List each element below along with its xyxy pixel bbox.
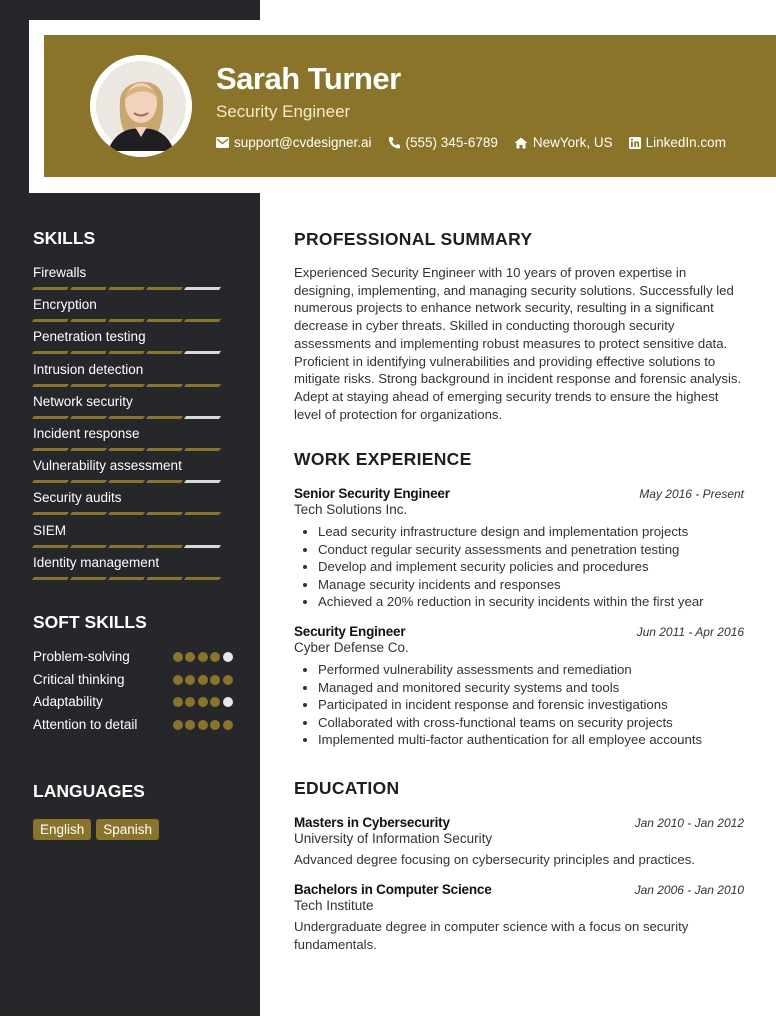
soft-skill-name: Problem-solving [33, 649, 130, 664]
job-bullet: • Develop and implement security policies and procedures [318, 558, 744, 576]
home-icon [514, 137, 528, 149]
skill-level-segment [70, 384, 107, 387]
skill-level-segment [32, 512, 69, 515]
skill-level-segment [146, 512, 183, 515]
skill-level-segment [32, 577, 69, 580]
job-bullet: • Manage security incidents and responses [318, 576, 744, 594]
soft-skill-name: Attention to detail [33, 716, 138, 732]
skill-level-bar [33, 480, 228, 483]
rating-dot [210, 675, 220, 685]
education-degree: Bachelors in Computer Science [294, 882, 492, 897]
skill-name: Identity management [33, 554, 160, 570]
job-bullets [294, 661, 744, 749]
rating-dot [173, 675, 183, 685]
job-company: Tech Solutions Inc. [294, 502, 408, 517]
experience-heading: WORK EXPERIENCE [294, 449, 472, 469]
skill-level-segment [184, 351, 221, 354]
job-bullets [294, 523, 744, 611]
soft-skill-rating [170, 649, 233, 666]
skill-level-bar [33, 448, 228, 451]
skill-level-segment [146, 545, 183, 548]
skill-level-bar [33, 351, 228, 354]
skill-level-segment [70, 577, 107, 580]
rating-dot [173, 652, 183, 662]
skill-item [33, 522, 228, 554]
skill-name: Intrusion detection [33, 361, 144, 377]
skill-level-bar [33, 512, 228, 515]
soft-skill-rating [170, 672, 233, 689]
contact-phone[interactable] [388, 135, 498, 150]
rating-dot [185, 697, 195, 707]
skill-item [33, 489, 228, 521]
rating-dot [173, 697, 183, 707]
language-chip: Spanish [96, 819, 159, 840]
rating-dot [185, 720, 195, 730]
job-bullet: • Achieved a 20% reduction in security incidents within the first year [318, 593, 744, 611]
education-date: Jan 2006 - Jan 2010 [634, 883, 744, 897]
job-date: May 2016 - Present [639, 487, 744, 501]
skill-level-segment [146, 319, 183, 322]
skill-level-segment [108, 416, 145, 419]
skill-name: Encryption [33, 297, 97, 313]
soft-skill-name: Critical thinking [33, 671, 125, 687]
skill-level-segment [184, 545, 221, 548]
contact-linkedin-text: LinkedIn.com [645, 135, 726, 150]
skill-level-segment [70, 351, 107, 354]
soft-skill-rating [170, 717, 233, 734]
rating-dot [223, 675, 233, 685]
job-bullet: • Collaborated with cross-functional teams on security projects [318, 714, 744, 732]
contact-location [514, 135, 613, 150]
skill-level-segment [146, 287, 183, 290]
soft-skill-item [33, 672, 233, 689]
skill-level-segment [108, 577, 145, 580]
skill-item [33, 425, 228, 457]
skill-level-segment [32, 416, 69, 419]
skills-heading: SKILLS [33, 228, 96, 248]
skill-level-segment [70, 448, 107, 451]
skill-level-segment [108, 351, 145, 354]
skill-level-segment [32, 351, 69, 354]
education-entry [294, 882, 744, 953]
job-bullet: • Conduct regular security assessments and penetration testing [318, 541, 744, 559]
skill-level-segment [32, 319, 69, 322]
skill-level-bar [33, 416, 228, 419]
skill-level-segment [146, 384, 183, 387]
skill-name: Penetration testing [33, 329, 146, 345]
skill-level-segment [32, 287, 69, 290]
skill-level-segment [32, 448, 69, 451]
skill-level-segment [184, 287, 221, 290]
skill-level-segment [108, 480, 145, 483]
education-degree: Masters in Cybersecurity [294, 815, 450, 830]
candidate-title: Security Engineer [216, 102, 351, 121]
skill-level-segment [108, 287, 145, 290]
skill-item [33, 554, 228, 586]
skill-level-segment [32, 384, 69, 387]
languages-list [33, 819, 164, 840]
soft-skill-item [33, 717, 233, 734]
rating-dot [173, 720, 183, 730]
skill-level-bar [33, 577, 228, 580]
skill-name: SIEM [33, 522, 67, 538]
soft-skill-item [33, 694, 233, 711]
rating-dot [210, 697, 220, 707]
soft-skill-rating [170, 694, 233, 711]
skill-level-segment [108, 448, 145, 451]
skill-level-bar [33, 384, 228, 387]
job-bullet: • Performed vulnerability assessments and remediation [318, 661, 744, 679]
job-bullet: • Lead security infrastructure design and implementation projects [318, 523, 744, 541]
contact-row [216, 135, 742, 150]
contact-linkedin[interactable] [629, 135, 726, 150]
education-description: Advanced degree focusing on cybersecurity principles and practices. [294, 852, 695, 867]
soft-skills-list [33, 649, 233, 733]
skill-item [33, 393, 228, 425]
skill-level-segment [146, 351, 183, 354]
skill-level-segment [146, 448, 183, 451]
skills-list [33, 264, 228, 586]
skill-name: Firewalls [33, 265, 87, 280]
linkedin-icon [629, 137, 641, 149]
skill-level-segment [70, 480, 107, 483]
job-bullet: • Implemented multi-factor authentication for all employee accounts [318, 731, 744, 749]
education-entry [294, 815, 744, 869]
skill-name: Incident response [33, 425, 140, 441]
candidate-name: Sarah Turner [216, 61, 401, 96]
skill-level-segment [184, 512, 221, 515]
languages-heading: LANGUAGES [33, 781, 145, 801]
job-bullet: • Managed and monitored security systems and tools [318, 679, 744, 697]
skill-level-segment [184, 577, 221, 580]
rating-dot [223, 720, 233, 730]
skill-level-segment [70, 545, 107, 548]
skill-level-segment [70, 319, 107, 322]
skill-level-segment [70, 287, 107, 290]
job-date: Jun 2011 - Apr 2016 [636, 625, 744, 639]
job-bullet: • Participated in incident response and forensic investigations [318, 696, 744, 714]
rating-dot [210, 652, 220, 662]
skill-level-segment [70, 416, 107, 419]
contact-email-text: support@cvdesigner.ai [234, 135, 372, 150]
skill-level-segment [32, 545, 69, 548]
rating-dot [185, 675, 195, 685]
skill-level-segment [184, 448, 221, 451]
skill-level-segment [108, 512, 145, 515]
education-heading: EDUCATION [294, 778, 400, 798]
education-description: Undergraduate degree in computer science with a focus on security fundamentals. [294, 919, 689, 952]
skill-item [33, 264, 228, 296]
education-school: Tech Institute [294, 898, 374, 913]
rating-dot [198, 652, 208, 662]
skill-name: Security audits [33, 490, 122, 506]
job-entry [294, 486, 744, 611]
contact-phone-text: (555) 345-6789 [405, 135, 498, 150]
rating-dot [210, 720, 220, 730]
job-entry [294, 624, 744, 749]
skill-level-bar [33, 319, 228, 322]
skill-level-segment [108, 545, 145, 548]
rating-dot [198, 675, 208, 685]
summary-heading: PROFESSIONAL SUMMARY [294, 229, 533, 249]
skill-level-segment [108, 384, 145, 387]
rating-dot [198, 697, 208, 707]
rating-dot [185, 652, 195, 662]
phone-icon [388, 136, 401, 149]
profile-photo [90, 55, 192, 157]
soft-skills-heading: SOFT SKILLS [33, 612, 147, 632]
skill-level-segment [146, 416, 183, 419]
skill-level-segment [108, 319, 145, 322]
skill-name: Network security [33, 393, 133, 409]
summary-text: Experienced Security Engineer with 10 years of proven expertise in designing, implementing, and managing security solutions. Successfully led numerous projects to enhance network security, resulting in a significant decrease in cyber threats. Skilled in conducting thorough security assessments and implementing robust measures to protect sensitive data. Proficient in identifying vulnerabilities and providing effective solutions to mitigate risks. Strong background in incident response and forensic analysis. Adept at staying ahead of emerging security trends to ensure the highest level of protection for organizations. [294, 265, 742, 422]
rating-dot [223, 652, 233, 662]
envelope-icon [216, 137, 229, 148]
contact-location-text: NewYork, US [532, 135, 613, 150]
skill-level-segment [146, 577, 183, 580]
education-school: University of Information Security [294, 831, 493, 846]
rating-dot [223, 697, 233, 707]
skill-item [33, 296, 228, 328]
skill-level-segment [32, 480, 69, 483]
skill-level-segment [184, 384, 221, 387]
job-company: Cyber Defense Co. [294, 640, 409, 655]
soft-skill-name: Adaptability [33, 694, 103, 709]
language-chip: English [33, 819, 91, 840]
skill-level-segment [184, 480, 221, 483]
skill-name: Vulnerability assessment [33, 458, 182, 474]
skill-level-segment [146, 480, 183, 483]
skill-level-bar [33, 287, 228, 290]
resume-header [44, 35, 776, 177]
job-role: Security Engineer [294, 624, 406, 639]
contact-email[interactable] [216, 135, 372, 150]
education-date: Jan 2010 - Jan 2012 [634, 816, 744, 830]
skill-item [33, 328, 228, 360]
skill-level-bar [33, 545, 228, 548]
skill-level-segment [184, 319, 221, 322]
skill-level-segment [184, 416, 221, 419]
job-role: Senior Security Engineer [294, 486, 450, 501]
skill-level-segment [70, 512, 107, 515]
soft-skill-item [33, 649, 233, 666]
skill-item [33, 457, 228, 489]
skill-item [33, 361, 228, 393]
rating-dot [198, 720, 208, 730]
